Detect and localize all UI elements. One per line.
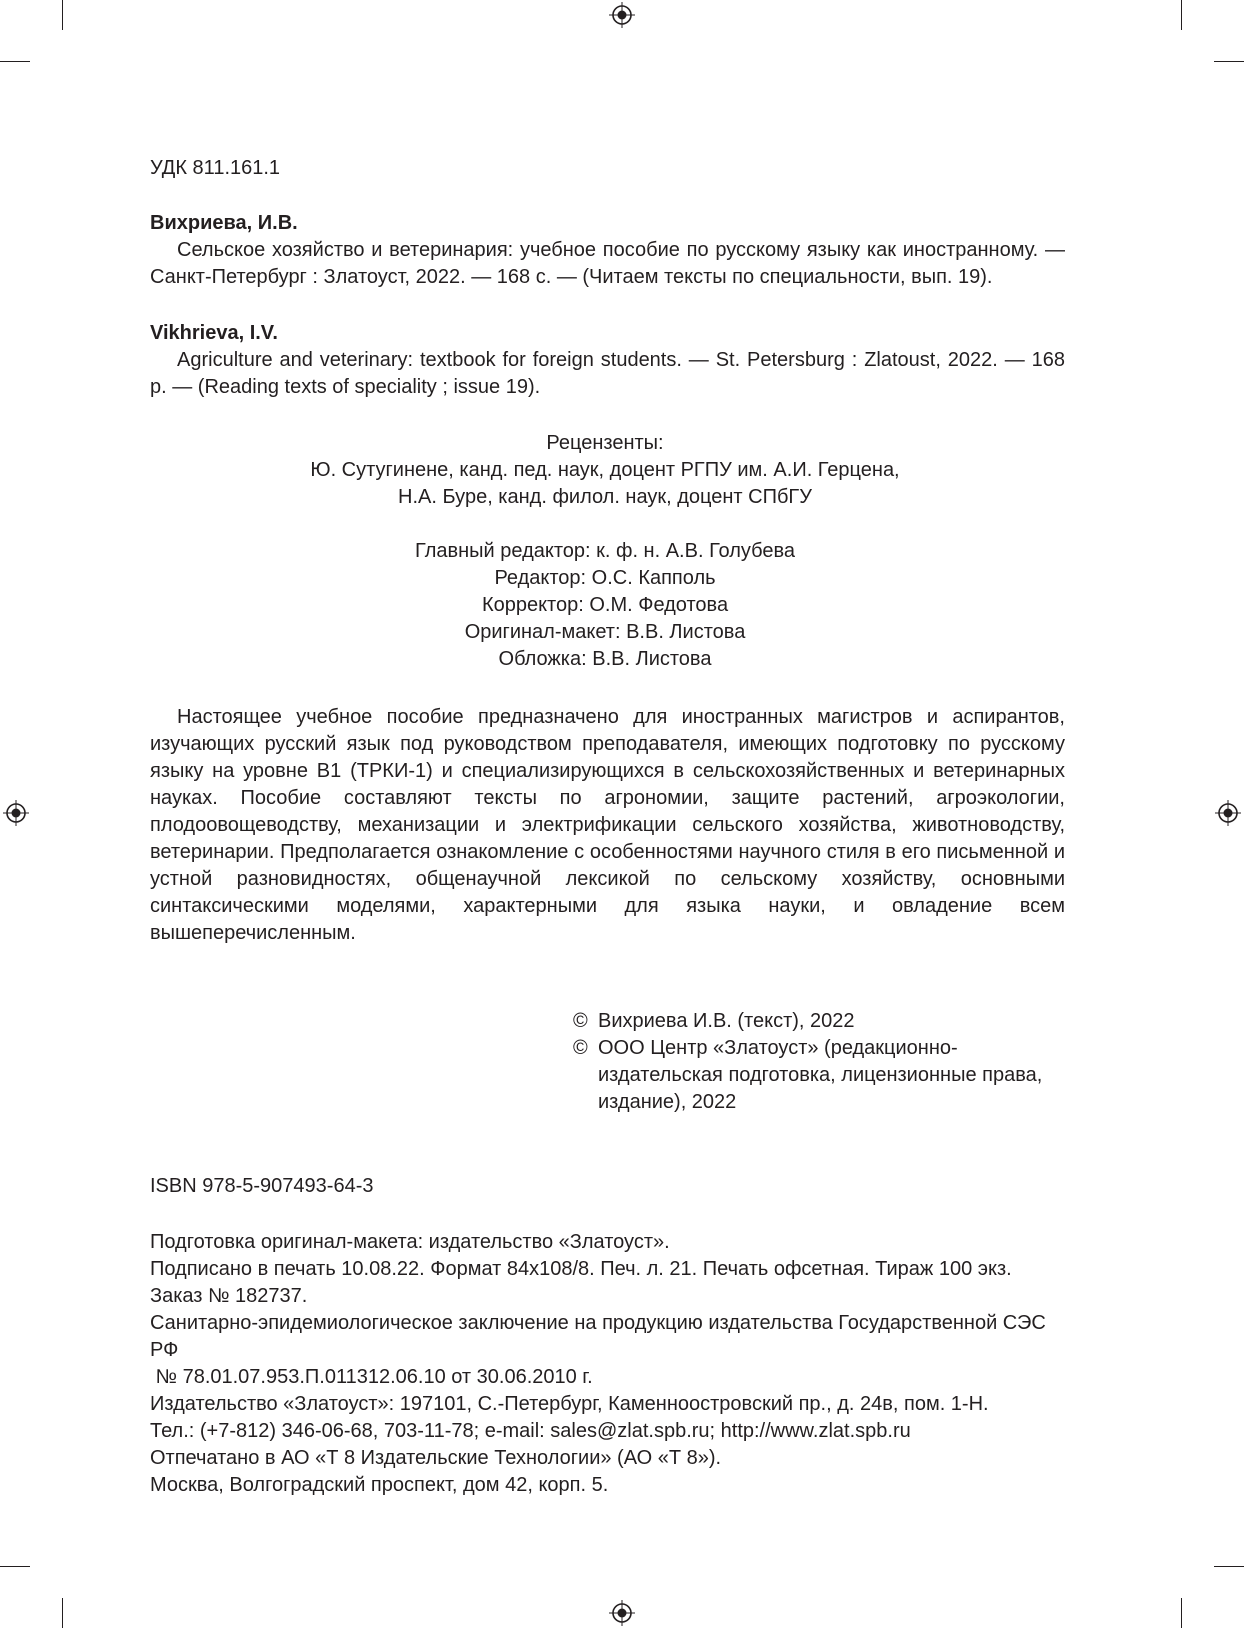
copyright-line [573, 1008, 1073, 1035]
registration-mark-icon [609, 1600, 635, 1626]
reviewers-heading: Рецензенты: [546, 432, 664, 454]
imprint-line: Санитарно-эпидемиологическое заключение на продукцию издательства Государственной СЭС РФ [150, 1312, 1046, 1361]
crop-mark-top-left-h [0, 61, 30, 62]
imprint-line: Подготовка оригинал-макета: издательство «Златоуст». [150, 1231, 670, 1253]
editors-block [380, 538, 830, 673]
imprint-line: Подписано в печать 10.08.22. Формат 84x108/8. Печ. л. 21. Печать офсетная. Тираж 100 экз. [150, 1258, 1012, 1280]
imprint-line: Москва, Волгоградский проспект, дом 42, корп. 5. [150, 1474, 609, 1496]
author-ru: Вихриева, И.В. [150, 212, 298, 234]
imprint-block [150, 1229, 1065, 1499]
crop-mark-top-left [62, 0, 63, 30]
description-ru: Сельское хозяйство и ветеринария: учебное пособие по русскому языку как иностранному. — Санкт-Петербург : Златоуст, 2022. — 168 с. — (Читаем тексты по специальности, вып. 19). [150, 239, 1065, 288]
copyrights-block [573, 1008, 1073, 1116]
imprint-line: Тел.: (+7-812) 346-06-68, 703-11-78; e-mail: sales@zlat.spb.ru; http://www.zlat.spb.ru [150, 1420, 911, 1442]
registration-mark-icon [609, 2, 635, 28]
reviewers-block [300, 430, 910, 511]
editor-line: Оригинал-макет: В.В. Листова [464, 621, 746, 643]
crop-mark-top-right-h [1214, 61, 1244, 62]
imprint-line: Заказ № 182737. [150, 1285, 308, 1307]
udk-code: УДК 811.161.1 [150, 157, 281, 179]
editor-line: Обложка: В.В. Листова [498, 648, 712, 670]
copyright-symbol: © [573, 1010, 588, 1032]
crop-mark-bottom-right [1181, 1598, 1182, 1628]
annotation: Настоящее учебное пособие предназначено для иностранных магистров и аспирантов, изучающих русский язык под руководством преподавателя, имеющих подготовку по русскому языку на уровне В1 (ТРКИ-1) и специализирующихся в сельскохозяйственных и ветеринарных науках. Пособие составляют тексты по агрономии, защите растений, агроэкологии, плодоовощеводству, механизации и электрификации сельского хозяйства, животноводству, ветеринарии. Предполагается ознакомление с особенностями научного стиля в его письменной и устной разновидностях, общенаучной лексикой по сельскому хозяйству, основными синтаксическими моделями, характерными для языка науки, и овладение всем вышеперечисленным. [150, 706, 1065, 944]
isbn: ISBN 978-5-907493-64-3 [150, 1175, 374, 1197]
reviewer-line: Ю. Сутугинене, канд. пед. наук, доцент РГПУ им. А.И. Герцена, [310, 459, 900, 481]
registration-mark-icon [1215, 800, 1241, 826]
copyright-text: ООО Центр «Златоуст» (редакционно-издательская подготовка, лицензионные права, издание), 2022 [598, 1037, 1043, 1113]
imprint-line: № 78.01.07.953.П.011312.06.10 от 30.06.2010 г. [150, 1366, 593, 1388]
editor-line: Корректор: О.М. Федотова [481, 594, 729, 616]
registration-mark-icon [3, 800, 29, 826]
copyright-symbol: © [573, 1037, 588, 1059]
copyright-text: Вихриева И.В. (текст), 2022 [598, 1010, 855, 1032]
crop-mark-bottom-left-h [0, 1566, 30, 1567]
editor-line: Редактор: О.С. Капполь [494, 567, 716, 589]
reviewer-line: Н.А. Буре, канд. филол. наук, доцент СПбГУ [398, 486, 812, 508]
crop-mark-top-right [1181, 0, 1182, 30]
editor-line: Главный редактор: к. ф. н. А.В. Голубева [414, 540, 796, 562]
crop-mark-bottom-left [62, 1598, 63, 1628]
copyright-line [573, 1035, 1073, 1116]
description-en: Agriculture and veterinary: textbook for foreign students. — St. Petersburg : Zlatoust, 2022. — 168 p. — (Reading texts of speciality ; issue 19). [150, 349, 1065, 398]
imprint-line: Отпечатано в АО «Т 8 Издательские Технологии» (АО «Т 8»). [150, 1447, 722, 1469]
author-en: Vikhrieva, I.V. [150, 322, 278, 344]
crop-mark-bottom-right-h [1214, 1566, 1244, 1567]
imprint-line: Издательство «Златоуст»: 197101, С.-Петербург, Каменноостровский пр., д. 24в, пом. 1-Н. [150, 1393, 989, 1415]
